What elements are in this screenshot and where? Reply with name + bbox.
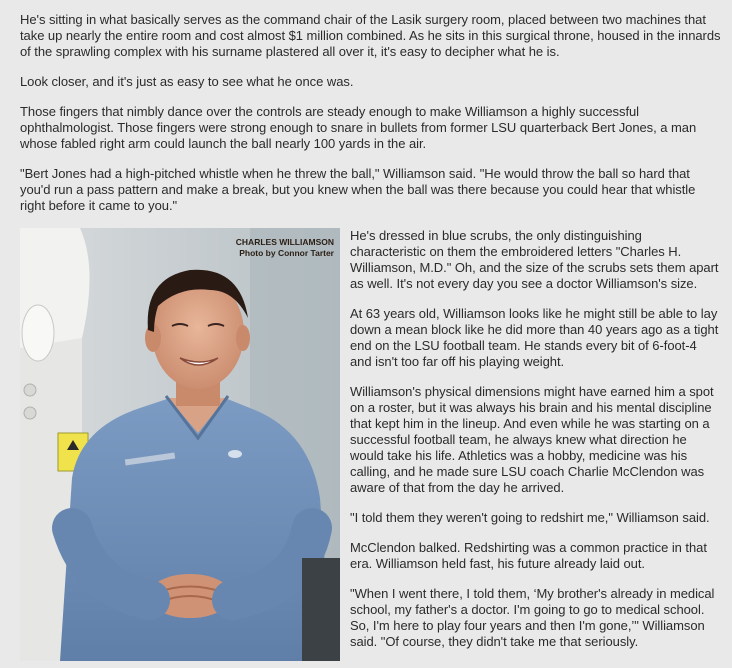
paragraph: He's sitting in what basically serves as the command chair of the Lasik surgery room, placed between two machines that take up nearly the entire room and cost almost $1 million combined. As he sits in this surgical throne, housed in the innards of the sprawling complex with his surname plastered all over it, it's easy to decipher what he is. (20, 12, 721, 59)
article-top-paragraphs (20, 12, 722, 214)
article-photo (20, 228, 340, 661)
paragraph: At 63 years old, Williamson looks like he might still be able to lay down a mean block like he did more than 40 years ago as a tight end on the LSU football team. He stands every bit of 6-foot-4 and isn't too far off his playing weight. (350, 306, 719, 369)
photo-illustration (20, 228, 340, 661)
paragraph: He's dressed in blue scrubs, the only distinguishing characteristic on them the embroidered letters "Charles H. Williamson, M.D." Oh, and the size of the scrubs sets them apart as well. It's not every day you see a doctor Williamson's size. (350, 228, 719, 291)
photo-caption (236, 237, 334, 259)
caption-name: CHARLES WILLIAMSON (235, 237, 334, 247)
paragraph: McClendon balked. Redshirting was a common practice in that era. Williamson held fast, his future already laid out. (350, 540, 707, 571)
caption-credit: Photo by Connor Tarter (239, 248, 334, 258)
paragraph: "When I went there, I told them, ‘My brother's already in medical school, my father's a doctor. I'm going to go to medical school. So, I'm here to play four years and then I'm gone,’" Williamson said. "Of course, they didn't take me that seriously. (350, 586, 715, 649)
article-side-paragraphs (350, 228, 720, 664)
paragraph: Look closer, and it's just as easy to see what he once was. (20, 74, 354, 89)
paragraph: "Bert Jones had a high-pitched whistle when he threw the ball," Williamson said. "He would throw the ball so hard that you'd run a pass pattern and make a break, but you knew when the ball was there because you could hear that whistle right before it came to you." (20, 166, 696, 213)
article-lower-section (20, 228, 722, 668)
paragraph: "I told them they weren't going to redshirt me," Williamson said. (350, 510, 710, 525)
paragraph: Williamson's physical dimensions might have earned him a spot on a roster, but it was always his brain and his mental discipline that kept him in the lineup. And even while he was starting on a successful football team, he always knew what direction he would take his life. Athletics was a hobby, medicine was his calling, and he made sure LSU coach Charlie McClendon was aware of that from the day he arrived. (350, 384, 714, 495)
paragraph: Those fingers that nimbly dance over the controls are steady enough to make Williamson a highly successful ophthalmologist. Those fingers were strong enough to snare in bullets from former LSU quarterback Bert Jones, a man whose fabled right arm could launch the ball nearly 100 yards in the air. (20, 104, 697, 151)
